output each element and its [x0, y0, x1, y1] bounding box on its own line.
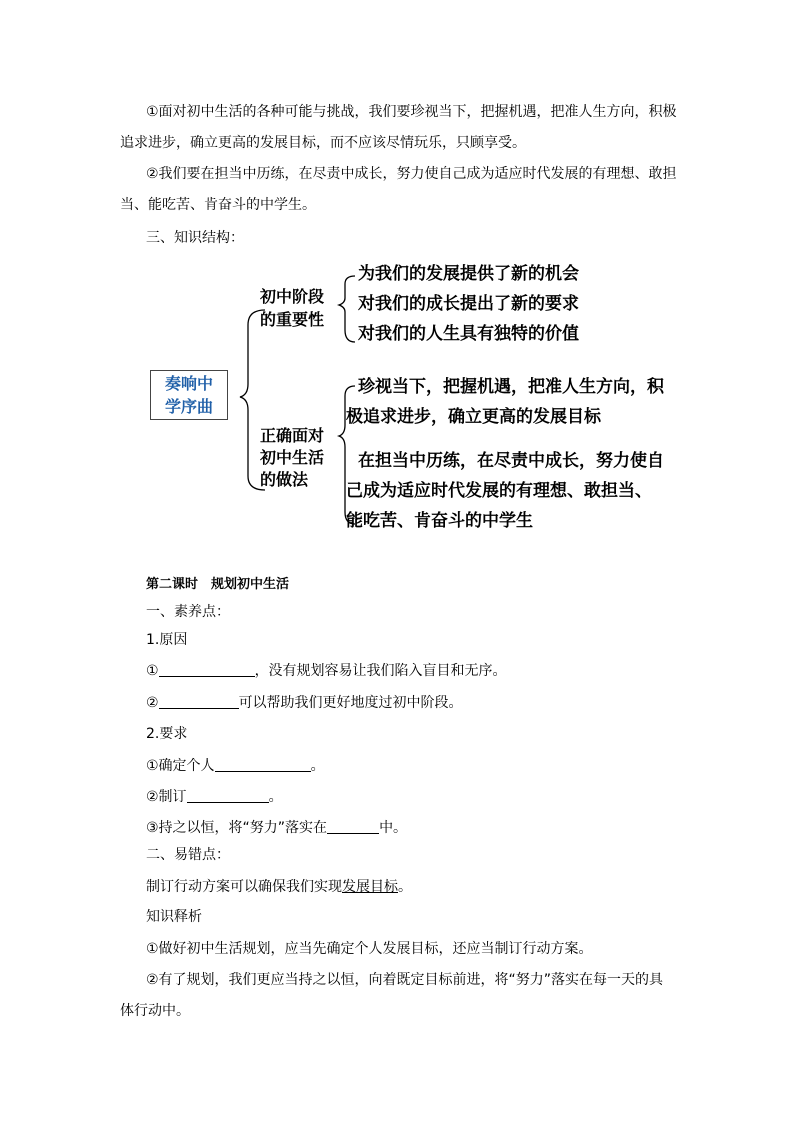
- branch1-label-line-1: 初中阶段: [260, 287, 325, 306]
- branch1-item: 对我们的人生具有独特的价值: [358, 324, 579, 344]
- analysis-heading: 知识释析: [146, 909, 202, 925]
- requirement-3-suffix: 中。: [379, 820, 408, 836]
- branch2-label-line-1: 正确面对: [260, 426, 325, 445]
- branch1-item: 对我们的成长提出了新的要求: [358, 294, 579, 314]
- knowledge-map-center: [150, 370, 228, 420]
- reason-heading: 1.原因: [146, 632, 188, 648]
- requirement-2-suffix: 。: [268, 789, 283, 805]
- reason-2-suffix: 可以帮助我们更好地度过初中阶段。: [238, 695, 463, 711]
- requirement-2: [146, 787, 283, 807]
- requirement-1: [146, 756, 325, 776]
- center-label-line-1: 奏响中: [164, 374, 213, 393]
- reason-1: [146, 661, 507, 681]
- center-label-line-2: 学序曲: [164, 397, 213, 416]
- section-3-heading: 三、知识结构：: [146, 230, 244, 246]
- reason-2-prefix: ②: [146, 695, 159, 711]
- requirement-heading: 2.要求: [146, 726, 188, 742]
- requirement-3: [146, 818, 407, 838]
- branch2-item1-line-2: 极追求进步，确立更高的发展目标: [346, 407, 601, 427]
- branch1-item: 为我们的发展提供了新的机会: [358, 264, 579, 284]
- lesson-2-title: 第二课时 规划初中生活: [146, 577, 290, 592]
- branch1-label-line-2: 的重要性: [260, 310, 325, 329]
- paragraph-2-line-2: 当、能吃苦、肯奋斗的中学生。: [120, 197, 316, 213]
- requirement-2-prefix: ②制订: [146, 789, 187, 805]
- branch2-item2-line-1: 在担当中历练，在尽责中成长，努力使自: [358, 451, 664, 471]
- error-prefix: 制订行动方案可以确保我们实现: [146, 879, 342, 895]
- analysis-2-line-2: 体行动中。: [120, 1003, 190, 1019]
- error-point: [146, 877, 412, 897]
- reason-1-prefix: ①: [146, 663, 159, 679]
- reason-2-blank[interactable]: [159, 694, 239, 709]
- analysis-1: ①做好初中生活规划，应当先确定个人发展目标，还应当制订行动方案。: [146, 941, 593, 957]
- requirement-3-blank[interactable]: [327, 819, 379, 834]
- requirement-2-blank[interactable]: [187, 788, 269, 803]
- paragraph-1-line-2: 追求进步，确立更高的发展目标，而不应该尽情玩乐，只顾享受。: [120, 135, 526, 151]
- requirement-1-blank[interactable]: [215, 757, 311, 772]
- requirement-1-prefix: ①确定个人: [146, 758, 215, 774]
- branch2-label-line-2: 初中生活: [260, 448, 325, 467]
- section-2-heading: 二、易错点：: [146, 847, 230, 863]
- reason-2: [146, 693, 463, 713]
- section-1-heading: 一、素养点：: [146, 604, 230, 620]
- error-suffix: 。: [398, 879, 412, 895]
- paragraph-2-line-1: ②我们要在担当中历练，在尽责中成长，努力使自己成为适应时代发展的有理想、敢担: [146, 166, 677, 182]
- requirement-1-suffix: 。: [310, 758, 325, 774]
- paragraph-1-line-1: ①面对初中生活的各种可能与挑战，我们要珍视当下，把握机遇，把准人生方向，积极: [146, 104, 677, 120]
- reason-1-suffix: ，没有规划容易让我们陷入盲目和无序。: [254, 663, 507, 679]
- requirement-3-prefix: ③持之以恒，将“努力”落实在: [146, 820, 328, 836]
- analysis-2-line-1: ②有了规划，我们更应当持之以恒，向着既定目标前进，将“努力”落实在每一天的具: [146, 972, 664, 988]
- branch2-item1-line-1: 珍视当下，把握机遇，把准人生方向，积: [358, 377, 664, 397]
- reason-1-blank[interactable]: [159, 662, 255, 677]
- branch2-label-line-3: 的做法: [260, 470, 309, 489]
- branch2-item2-line-3: 能吃苦、肯奋斗的中学生: [346, 511, 533, 531]
- branch2-item2-line-2: 己成为适应时代发展的有理想、敢担当、: [346, 481, 652, 501]
- error-underlined: 发展目标: [342, 879, 398, 895]
